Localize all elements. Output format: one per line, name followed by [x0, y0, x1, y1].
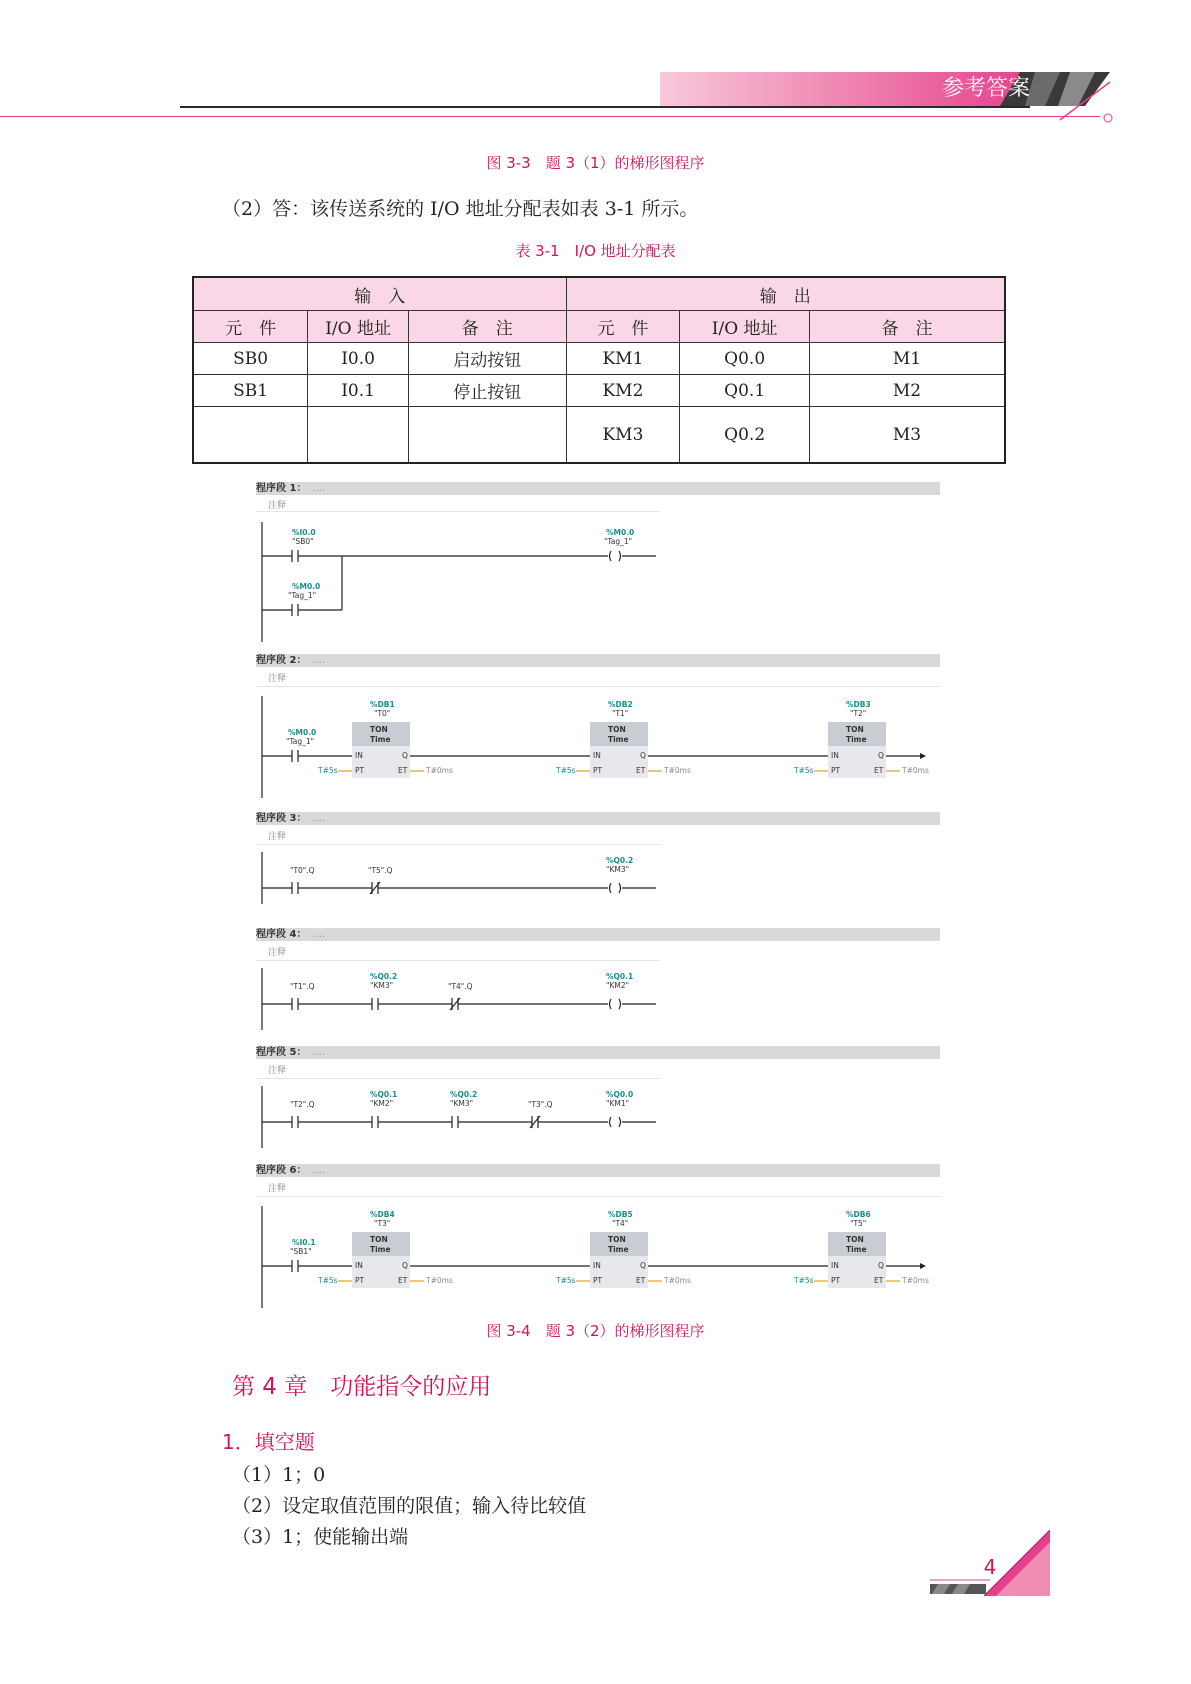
- table-cell: M2: [810, 375, 1006, 407]
- timer-db: %DB5: [608, 1210, 633, 1219]
- contact-tag: "T5".Q: [368, 866, 393, 875]
- table-cell: I0.0: [308, 343, 409, 375]
- pin-in: IN: [831, 751, 839, 760]
- et-value: T#0ms: [426, 1276, 453, 1285]
- coil-tag: "Tag_1": [604, 537, 633, 546]
- contact-tag: "T2".Q: [290, 1100, 315, 1109]
- table-cell: Q0.2: [680, 407, 810, 464]
- table-cell: [408, 407, 566, 464]
- table-cell: I0.1: [308, 375, 409, 407]
- timer-time: Time: [846, 1245, 867, 1254]
- pin-in: IN: [355, 1261, 363, 1270]
- table-header: 元 件: [193, 311, 308, 343]
- segment-note: 注释: [268, 1066, 287, 1076]
- table-cell: [193, 407, 308, 464]
- pin-pt: PT: [831, 1276, 841, 1285]
- timer-time: Time: [608, 735, 629, 744]
- pin-in: IN: [593, 751, 601, 760]
- segment-note: 注释: [268, 501, 287, 511]
- table-header: I/O 地址: [308, 311, 409, 343]
- timer-type: TON: [608, 725, 626, 734]
- contact-tag: "KM3": [370, 981, 394, 990]
- contact-address: %I0.1: [292, 1238, 316, 1247]
- et-value: T#0ms: [902, 1276, 929, 1285]
- table-header: 备 注: [810, 311, 1006, 343]
- figure-3-4-caption: 图 3-4 题 3（2）的梯形图程序: [486, 1322, 705, 1340]
- pin-et: ET: [874, 1276, 884, 1285]
- pt-value: T#5s: [318, 1276, 338, 1285]
- timer-time: Time: [608, 1245, 629, 1254]
- answer-line: （2）设定取值范围的限值；输入待比较值: [232, 1495, 587, 1517]
- pin-q: Q: [878, 1261, 884, 1270]
- chapter-title: 第 4 章 功能指令的应用: [232, 1374, 492, 1400]
- pin-q: Q: [402, 751, 408, 760]
- segment-header: 程序段 3： ....: [256, 812, 940, 825]
- contact-tag: "KM3": [450, 1099, 474, 1108]
- table-cell: M3: [810, 407, 1006, 464]
- segment-note: 注释: [268, 948, 287, 958]
- io-address-table: [192, 276, 1006, 464]
- pin-pt: PT: [355, 1276, 365, 1285]
- figure-3-3-caption: 图 3-3 题 3（1）的梯形图程序: [486, 154, 705, 172]
- table-group-input: 输 入: [193, 277, 566, 311]
- table-row: [193, 375, 1005, 407]
- pin-et: ET: [636, 766, 646, 775]
- timer-time: Time: [370, 1245, 391, 1254]
- pin-et: ET: [398, 766, 408, 775]
- table-cell: 停止按钮: [408, 375, 566, 407]
- pin-in: IN: [831, 1261, 839, 1270]
- segment-2-ladder: [256, 694, 946, 804]
- timer-db: %DB3: [846, 700, 871, 709]
- contact-tag: "SB1": [290, 1247, 312, 1256]
- et-value: T#0ms: [664, 766, 691, 775]
- contact-address: %Q0.2: [370, 972, 398, 981]
- segment-6-ladder: [256, 1204, 946, 1314]
- et-value: T#0ms: [664, 1276, 691, 1285]
- header-pink-line: [0, 116, 1100, 117]
- pin-in: IN: [355, 751, 363, 760]
- table-row: [193, 407, 1005, 464]
- coil-address: %M0.0: [606, 528, 635, 537]
- table-header: I/O 地址: [680, 311, 810, 343]
- header-rule: [180, 106, 1030, 108]
- et-value: T#0ms: [902, 766, 929, 775]
- contact-tag: "Tag_1": [286, 737, 315, 746]
- pin-pt: PT: [593, 1276, 603, 1285]
- coil-tag: "KM1": [606, 1099, 630, 1108]
- table-cell: Q0.0: [680, 343, 810, 375]
- table-3-1-caption: 表 3-1 I/O 地址分配表: [515, 242, 676, 260]
- answer-line: （3）1；使能输出端: [232, 1526, 409, 1548]
- contact-tag: "T1".Q: [290, 982, 315, 991]
- timer-name: "T4": [612, 1219, 629, 1228]
- table-cell: SB1: [193, 375, 308, 407]
- contact-address: %Q0.2: [450, 1090, 478, 1099]
- pt-value: T#5s: [794, 1276, 814, 1285]
- contact-tag: "KM2": [370, 1099, 394, 1108]
- pin-pt: PT: [593, 766, 603, 775]
- contact-tag: "SB0": [292, 537, 314, 546]
- contact-address: %M0.0: [288, 728, 317, 737]
- segment-header: 程序段 5： ....: [256, 1046, 940, 1059]
- table-row: [193, 343, 1005, 375]
- table-cell: M1: [810, 343, 1006, 375]
- answer-2-text: （2）答：该传送系统的 I/O 地址分配表如表 3-1 所示。: [222, 198, 699, 220]
- timer-db: %DB6: [846, 1210, 871, 1219]
- timer-name: "T2": [850, 709, 867, 718]
- table-cell: KM2: [566, 375, 680, 407]
- segment-header: 程序段 1： ....: [256, 482, 940, 495]
- coil-address: %Q0.0: [606, 1090, 634, 1099]
- timer-type: TON: [370, 1235, 388, 1244]
- pt-value: T#5s: [318, 766, 338, 775]
- pin-q: Q: [402, 1261, 408, 1270]
- pin-pt: PT: [355, 766, 365, 775]
- table-header: 元 件: [566, 311, 680, 343]
- timer-type: TON: [370, 725, 388, 734]
- segment-header: 程序段 2： ....: [256, 654, 940, 667]
- segment-note: 注释: [268, 832, 287, 842]
- header-title: 参考答案: [941, 76, 1030, 101]
- segment-note: 注释: [268, 1184, 287, 1194]
- timer-name: "T3": [374, 1219, 391, 1228]
- timer-time: Time: [370, 735, 391, 744]
- contact-tag: "T3".Q: [528, 1100, 553, 1109]
- section-heading: 1．填空题: [222, 1430, 315, 1454]
- contact-tag: "T4".Q: [448, 982, 473, 991]
- pt-value: T#5s: [794, 766, 814, 775]
- contact-address: %I0.0: [292, 528, 316, 537]
- table-header: 备 注: [408, 311, 566, 343]
- pin-q: Q: [878, 751, 884, 760]
- pin-q: Q: [640, 1261, 646, 1270]
- pin-et: ET: [874, 766, 884, 775]
- et-value: T#0ms: [426, 766, 453, 775]
- page-number: 4: [983, 1555, 997, 1579]
- table-cell: KM1: [566, 343, 680, 375]
- timer-db: %DB4: [370, 1210, 395, 1219]
- pt-value: T#5s: [556, 766, 576, 775]
- coil-tag: "KM3": [606, 865, 630, 874]
- pin-pt: PT: [831, 766, 841, 775]
- segment-header: 程序段 6： ....: [256, 1164, 940, 1177]
- contact-tag: "Tag_1": [288, 591, 317, 600]
- table-cell: SB0: [193, 343, 308, 375]
- timer-db: %DB2: [608, 700, 633, 709]
- segment-header: 程序段 4： ....: [256, 928, 940, 941]
- coil-address: %Q0.1: [606, 972, 634, 981]
- table-cell: KM3: [566, 407, 680, 464]
- timer-name: "T1": [612, 709, 629, 718]
- timer-name: "T0": [374, 709, 391, 718]
- table-cell: 启动按钮: [408, 343, 566, 375]
- timer-db: %DB1: [370, 700, 395, 709]
- pin-et: ET: [636, 1276, 646, 1285]
- contact-address: %M0.0: [292, 582, 321, 591]
- table-group-output: 输 出: [566, 277, 1005, 311]
- contact-tag: "T0".Q: [290, 866, 315, 875]
- coil-tag: "KM2": [606, 981, 630, 990]
- timer-name: "T5": [850, 1219, 867, 1228]
- timer-type: TON: [846, 725, 864, 734]
- segment-note: 注释: [268, 674, 287, 684]
- table-cell: [308, 407, 409, 464]
- pin-q: Q: [640, 751, 646, 760]
- pt-value: T#5s: [556, 1276, 576, 1285]
- timer-type: TON: [608, 1235, 626, 1244]
- table-cell: Q0.1: [680, 375, 810, 407]
- answer-line: （1）1；0: [232, 1464, 326, 1486]
- contact-address: %Q0.1: [370, 1090, 398, 1099]
- pin-in: IN: [593, 1261, 601, 1270]
- timer-time: Time: [846, 735, 867, 744]
- coil-address: %Q0.2: [606, 856, 634, 865]
- pin-et: ET: [398, 1276, 408, 1285]
- timer-type: TON: [846, 1235, 864, 1244]
